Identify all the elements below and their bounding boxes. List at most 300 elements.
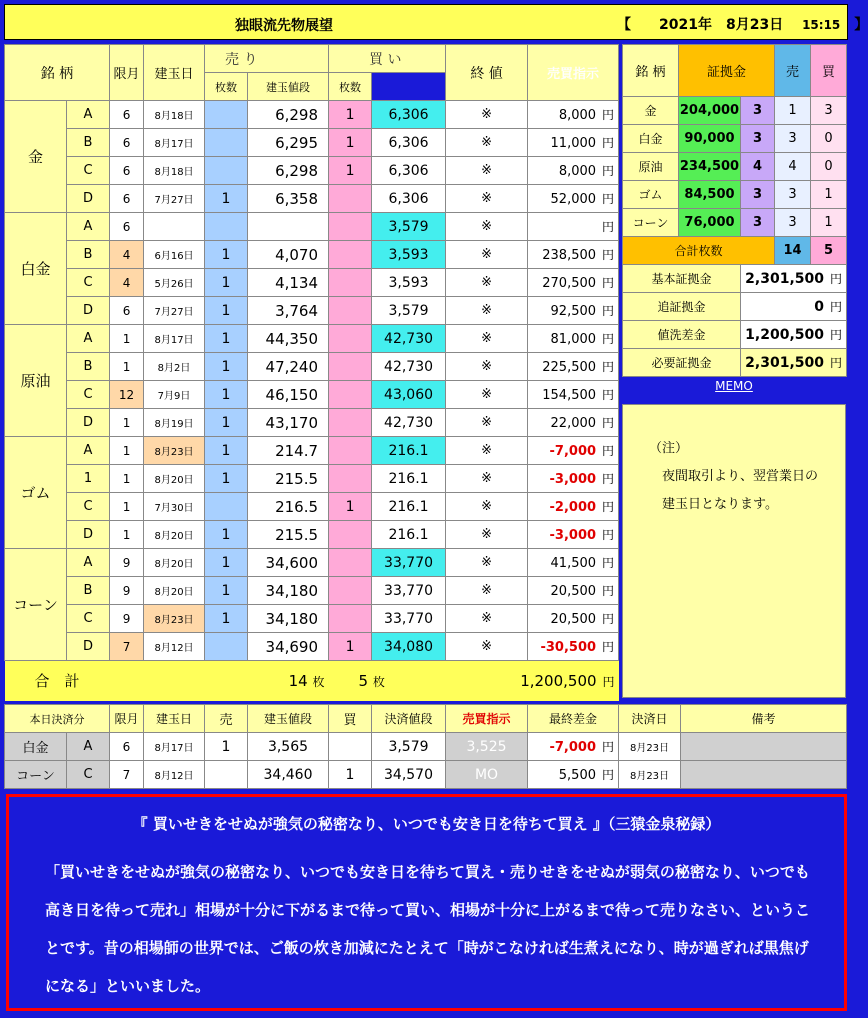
buy-qty xyxy=(329,353,372,381)
contract-month: 9 xyxy=(110,605,144,633)
position-row xyxy=(5,129,619,157)
buy-qty: 1 xyxy=(329,129,372,157)
summary-yen: 円 xyxy=(830,328,843,342)
contract-code: D xyxy=(67,297,110,325)
sell-qty: 1 xyxy=(205,185,248,213)
settle-col-note: 備考 xyxy=(681,705,847,733)
contract-month: 4 xyxy=(110,241,144,269)
settle-month: 7 xyxy=(110,761,144,789)
order-cell[interactable]: ※ xyxy=(446,269,528,297)
header-bar xyxy=(4,4,868,40)
contract-code: B xyxy=(67,241,110,269)
total-spacer xyxy=(110,661,248,701)
margin-row xyxy=(623,153,847,181)
settle-brand: 白金 xyxy=(5,733,67,761)
sell-qty xyxy=(205,129,248,157)
settle-sell xyxy=(205,761,248,789)
diff-value: 238,500 xyxy=(542,248,597,263)
summary-value-cell xyxy=(741,265,847,293)
yen-unit: 円 xyxy=(602,584,615,598)
group-name: ゴム xyxy=(5,437,67,549)
group-name: コーン xyxy=(5,549,67,661)
buy-qty xyxy=(329,409,372,437)
diff-cell xyxy=(528,465,619,493)
contract-code: D xyxy=(67,409,110,437)
close-price: 33,770 xyxy=(372,549,446,577)
margin-table xyxy=(622,44,847,377)
close-price: 33,770 xyxy=(372,577,446,605)
open-price xyxy=(248,213,329,241)
yen-unit: 円 xyxy=(602,640,615,654)
diff-cell xyxy=(528,409,619,437)
summary-yen: 円 xyxy=(830,272,843,286)
open-price: 6,298 xyxy=(248,101,329,129)
sell-qty: 1 xyxy=(205,605,248,633)
buy-qty: 1 xyxy=(329,157,372,185)
position-row xyxy=(5,605,619,633)
margin-sell: 3 xyxy=(775,209,811,237)
margin-sell: 3 xyxy=(775,181,811,209)
buy-qty: 1 xyxy=(329,633,372,661)
position-row xyxy=(5,101,619,129)
summary-value: 0 xyxy=(814,299,824,315)
total-diff-value: 1,200,500 xyxy=(520,671,597,690)
close-price: 42,730 xyxy=(372,353,446,381)
order-cell[interactable]: ※ xyxy=(446,493,528,521)
margin-row xyxy=(623,181,847,209)
margin-buy: 0 xyxy=(811,125,847,153)
position-row xyxy=(5,213,619,241)
header-datetime: 【 2021年 8月23日 15:15 】 xyxy=(617,17,868,33)
yen-unit: 円 xyxy=(602,220,615,234)
margin-brand: ゴム xyxy=(623,181,679,209)
diff-value: 8,000 xyxy=(558,108,597,123)
diff-cell xyxy=(528,605,619,633)
yen-unit: 円 xyxy=(602,416,615,430)
diff-value: 22,000 xyxy=(550,416,597,431)
position-row xyxy=(5,185,619,213)
sell-qty: 1 xyxy=(205,521,248,549)
margin-summary-row xyxy=(623,293,847,321)
order-cell[interactable]: ※ xyxy=(446,465,528,493)
diff-value: 52,000 xyxy=(550,192,597,207)
contract-month: 6 xyxy=(110,297,144,325)
open-price: 214.7 xyxy=(248,437,329,465)
order-cell[interactable]: ※ xyxy=(446,297,528,325)
close-price: 216.1 xyxy=(372,465,446,493)
diff-cell xyxy=(528,213,619,241)
total-sell-qty: 14 xyxy=(288,671,308,690)
group-name: 白金 xyxy=(5,213,67,325)
summary-yen: 円 xyxy=(830,356,843,370)
open-price: 216.5 xyxy=(248,493,329,521)
settle-brand: コーン xyxy=(5,761,67,789)
open-date: 8月23日 xyxy=(144,605,205,633)
open-price: 34,690 xyxy=(248,633,329,661)
open-date xyxy=(144,213,205,241)
settle-yen: 円 xyxy=(601,768,614,782)
buy-qty xyxy=(329,185,372,213)
col-open-date: 建玉日 xyxy=(144,45,205,101)
close-price: 6,306 xyxy=(372,129,446,157)
quote-body: 「買いせきをせぬが強気の秘密なり、いつでも安き日を待ちて買え・売りせきをせぬが弱気の秘密なり、いつでも高き日を待って売れ」相場が十分に下がるまで待って買い、相場が十分に上がるまで待って売りなさい、ということです。昔の相場師の世界では、ご飯の炊き加減にたとえて「時がこなければ生煮えになり、時が過ぎれば黒焦げになる」といいました。 xyxy=(45,863,811,995)
buy-qty xyxy=(329,213,372,241)
close-price: 3,579 xyxy=(372,213,446,241)
close-price: 3,579 xyxy=(372,297,446,325)
position-row xyxy=(5,297,619,325)
diff-cell xyxy=(528,633,619,661)
open-price: 3,764 xyxy=(248,297,329,325)
page-title: 独眼流先物展望 xyxy=(235,18,333,34)
margin-brand: 金 xyxy=(623,97,679,125)
summary-value: 2,301,500 xyxy=(745,271,824,287)
close-price: 6,306 xyxy=(372,185,446,213)
order-cell[interactable]: ※ xyxy=(446,605,528,633)
close-price: 216.1 xyxy=(372,521,446,549)
position-row xyxy=(5,381,619,409)
positions-table xyxy=(4,44,619,701)
settle-open-price: 3,565 xyxy=(248,733,329,761)
yen-unit: 円 xyxy=(602,472,615,486)
diff-value: -3,000 xyxy=(549,528,597,543)
settle-order[interactable]: MO xyxy=(446,761,528,789)
open-price: 47,240 xyxy=(248,353,329,381)
order-cell[interactable]: ※ xyxy=(446,157,528,185)
sell-qty xyxy=(205,493,248,521)
close-price: 6,306 xyxy=(372,157,446,185)
diff-cell xyxy=(528,101,619,129)
diff-value: 11,000 xyxy=(550,136,597,151)
settle-diff-cell xyxy=(528,733,619,761)
settle-open-price: 34,460 xyxy=(248,761,329,789)
margin-sell: 4 xyxy=(775,153,811,181)
total-buy xyxy=(329,661,446,701)
yen-unit: 円 xyxy=(602,612,615,626)
position-row xyxy=(5,521,619,549)
contract-month: 1 xyxy=(110,353,144,381)
margin-buy: 1 xyxy=(811,209,847,237)
buy-qty xyxy=(329,465,372,493)
contract-code: A xyxy=(67,213,110,241)
open-price: 6,358 xyxy=(248,185,329,213)
position-row xyxy=(5,409,619,437)
order-cell[interactable]: ※ xyxy=(446,521,528,549)
open-price: 215.5 xyxy=(248,521,329,549)
open-price: 4,070 xyxy=(248,241,329,269)
total-diff xyxy=(446,661,619,701)
order-cell[interactable]: ※ xyxy=(446,101,528,129)
settle-col-month: 限月 xyxy=(110,705,144,733)
settle-date: 8月12日 xyxy=(144,761,205,789)
contract-month: 12 xyxy=(110,381,144,409)
margin-amount: 76,000 xyxy=(679,209,741,237)
buy-qty xyxy=(329,577,372,605)
position-row xyxy=(5,549,619,577)
buy-qty xyxy=(329,605,372,633)
contract-month: 6 xyxy=(110,101,144,129)
position-row xyxy=(5,465,619,493)
settle-close-date: 8月23日 xyxy=(619,761,681,789)
sell-qty: 1 xyxy=(205,269,248,297)
margin-row xyxy=(623,125,847,153)
diff-cell xyxy=(528,437,619,465)
diff-value: 225,500 xyxy=(542,360,597,375)
contract-code: A xyxy=(67,101,110,129)
sell-qty: 1 xyxy=(205,577,248,605)
yen-unit: 円 xyxy=(602,388,615,402)
margin-amount: 84,500 xyxy=(679,181,741,209)
contract-code: C xyxy=(67,381,110,409)
diff-cell xyxy=(528,353,619,381)
yen-unit: 円 xyxy=(602,528,615,542)
diff-cell xyxy=(528,577,619,605)
yen-unit: 円 xyxy=(602,164,615,178)
close-price: 3,593 xyxy=(372,241,446,269)
yen-unit: 円 xyxy=(602,192,615,206)
open-date: 5月26日 xyxy=(144,269,205,297)
open-date: 8月20日 xyxy=(144,521,205,549)
close-price: 3,593 xyxy=(372,269,446,297)
settle-price: 34,570 xyxy=(372,761,446,789)
buy-qty xyxy=(329,549,372,577)
summary-label: 値洗差金 xyxy=(623,321,741,349)
diff-cell xyxy=(528,297,619,325)
open-price: 4,134 xyxy=(248,269,329,297)
memo-line-1: （注） xyxy=(649,441,689,456)
position-row xyxy=(5,157,619,185)
order-cell[interactable]: ※ xyxy=(446,185,528,213)
order-cell[interactable]: ※ xyxy=(446,129,528,157)
settle-note xyxy=(681,733,847,761)
open-date: 8月17日 xyxy=(144,325,205,353)
open-date: 8月17日 xyxy=(144,129,205,157)
diff-value: 8,000 xyxy=(558,164,597,179)
diff-value: 154,500 xyxy=(542,388,597,403)
margin-col-buy: 買 xyxy=(811,45,847,97)
col-sell-qty: 枚数 xyxy=(205,73,248,101)
buy-qty xyxy=(329,381,372,409)
col-close: 終 値 xyxy=(446,45,528,101)
total-row xyxy=(5,661,619,701)
order-cell[interactable]: ※ xyxy=(446,437,528,465)
contract-code: D xyxy=(67,633,110,661)
contract-code: B xyxy=(67,577,110,605)
summary-value-cell xyxy=(741,321,847,349)
yen-unit: 円 xyxy=(602,108,615,122)
open-date: 8月20日 xyxy=(144,549,205,577)
yen-unit: 円 xyxy=(602,248,615,262)
summary-value-cell xyxy=(741,349,847,377)
position-row xyxy=(5,437,619,465)
diff-value: 81,000 xyxy=(550,332,597,347)
memo-box xyxy=(622,404,846,698)
position-row xyxy=(5,325,619,353)
contract-month: 1 xyxy=(110,437,144,465)
order-cell[interactable]: ※ xyxy=(446,577,528,605)
yen-unit: 円 xyxy=(602,276,615,290)
contract-month: 1 xyxy=(110,521,144,549)
contract-code: D xyxy=(67,521,110,549)
memo-line-2: 夜間取引より、翌営業日の xyxy=(649,469,819,484)
close-price: 216.1 xyxy=(372,493,446,521)
open-date: 8月18日 xyxy=(144,157,205,185)
contract-code: C xyxy=(67,269,110,297)
order-cell[interactable]: ※ xyxy=(446,241,528,269)
margin-buy: 3 xyxy=(811,97,847,125)
total-buy-unit: 枚 xyxy=(372,674,385,689)
margin-row xyxy=(623,97,847,125)
yen-unit: 円 xyxy=(602,136,615,150)
open-price: 43,170 xyxy=(248,409,329,437)
diff-value: -3,000 xyxy=(549,472,597,487)
quote-title: 『 買いせきをせぬが強気の秘密なり、いつでも安き日を待ちて買え 』（三猿金泉秘録） xyxy=(132,815,721,833)
open-price: 6,295 xyxy=(248,129,329,157)
diff-value: 20,500 xyxy=(550,612,597,627)
diff-cell xyxy=(528,549,619,577)
settle-col-order: 売買指示 xyxy=(446,705,528,733)
diff-value: 92,500 xyxy=(550,304,597,319)
close-price: 43,060 xyxy=(372,381,446,409)
settle-month: 6 xyxy=(110,733,144,761)
contract-month: 9 xyxy=(110,577,144,605)
margin-total-sell: 14 xyxy=(775,237,811,265)
settle-note xyxy=(681,761,847,789)
contract-code: C xyxy=(67,605,110,633)
sell-qty: 1 xyxy=(205,437,248,465)
position-row xyxy=(5,577,619,605)
open-date: 8月20日 xyxy=(144,577,205,605)
settle-sell: 1 xyxy=(205,733,248,761)
order-cell[interactable]: ※ xyxy=(446,633,528,661)
contract-month: 9 xyxy=(110,549,144,577)
sell-qty xyxy=(205,633,248,661)
position-row xyxy=(5,353,619,381)
order-cell[interactable]: ※ xyxy=(446,549,528,577)
sell-qty xyxy=(205,213,248,241)
settle-row xyxy=(5,733,847,761)
open-date: 8月18日 xyxy=(144,101,205,129)
yen-unit: 円 xyxy=(602,444,615,458)
open-price: 6,298 xyxy=(248,157,329,185)
margin-row xyxy=(623,209,847,237)
settlement-table xyxy=(4,704,847,789)
open-price: 34,180 xyxy=(248,605,329,633)
margin-buy: 0 xyxy=(811,153,847,181)
diff-cell xyxy=(528,325,619,353)
contract-month: 7 xyxy=(110,633,144,661)
position-row xyxy=(5,633,619,661)
summary-label: 追証拠金 xyxy=(623,293,741,321)
diff-cell xyxy=(528,129,619,157)
open-price: 34,180 xyxy=(248,577,329,605)
diff-cell xyxy=(528,493,619,521)
sell-qty: 1 xyxy=(205,465,248,493)
open-price: 34,600 xyxy=(248,549,329,577)
close-price: 42,730 xyxy=(372,325,446,353)
contract-code: A xyxy=(67,437,110,465)
order-cell[interactable]: ※ xyxy=(446,213,528,241)
order-cell[interactable]: ※ xyxy=(446,381,528,409)
diff-value: 20,500 xyxy=(550,584,597,599)
margin-buy: 1 xyxy=(811,181,847,209)
contract-code: A xyxy=(67,549,110,577)
open-date: 7月30日 xyxy=(144,493,205,521)
settle-col-price: 建玉値段 xyxy=(248,705,329,733)
order-cell[interactable]: ※ xyxy=(446,409,528,437)
settle-row xyxy=(5,761,847,789)
yen-unit: 円 xyxy=(602,556,615,570)
sell-qty: 1 xyxy=(205,409,248,437)
settle-col-date: 建玉日 xyxy=(144,705,205,733)
total-label: 合 計 xyxy=(5,661,110,701)
settle-order[interactable]: 3,525 xyxy=(446,733,528,761)
margin-summary-row xyxy=(623,349,847,377)
open-date: 8月20日 xyxy=(144,465,205,493)
margin-total-row xyxy=(623,237,847,265)
contract-month: 1 xyxy=(110,465,144,493)
open-date: 6月16日 xyxy=(144,241,205,269)
contract-month: 1 xyxy=(110,409,144,437)
settle-price: 3,579 xyxy=(372,733,446,761)
col-month: 限月 xyxy=(110,45,144,101)
open-date: 7月27日 xyxy=(144,185,205,213)
close-price: 216.1 xyxy=(372,437,446,465)
open-date: 8月23日 xyxy=(144,437,205,465)
order-header: 売買指示 xyxy=(528,45,619,101)
margin-sell: 1 xyxy=(775,97,811,125)
sell-qty xyxy=(205,101,248,129)
total-sell xyxy=(248,661,329,701)
margin-sell: 3 xyxy=(775,125,811,153)
margin-units: 3 xyxy=(741,209,775,237)
buy-qty xyxy=(329,521,372,549)
diff-value: -2,000 xyxy=(549,500,597,515)
margin-total-buy: 5 xyxy=(811,237,847,265)
diff-cell xyxy=(528,185,619,213)
buy-qty: 1 xyxy=(329,101,372,129)
total-buy-qty: 5 xyxy=(358,671,369,690)
open-price: 44,350 xyxy=(248,325,329,353)
summary-value: 2,301,500 xyxy=(745,355,824,371)
settle-col-label: 本日決済分 xyxy=(5,705,110,733)
buy-qty: 1 xyxy=(329,493,372,521)
order-cell[interactable]: ※ xyxy=(446,353,528,381)
contract-month: 6 xyxy=(110,185,144,213)
settle-col-buy: 買 xyxy=(329,705,372,733)
open-date: 8月19日 xyxy=(144,409,205,437)
open-date: 7月9日 xyxy=(144,381,205,409)
contract-code: C xyxy=(67,157,110,185)
settle-close-date: 8月23日 xyxy=(619,733,681,761)
memo-title[interactable]: MEMO xyxy=(715,379,753,393)
sell-qty: 1 xyxy=(205,381,248,409)
settle-diff: 5,500 xyxy=(558,768,596,783)
contract-code: B xyxy=(67,129,110,157)
summary-value-cell xyxy=(741,293,847,321)
contract-month: 6 xyxy=(110,129,144,157)
contract-month: 4 xyxy=(110,269,144,297)
open-price: 215.5 xyxy=(248,465,329,493)
quote-box xyxy=(6,794,847,1011)
margin-col-brand: 銘 柄 xyxy=(623,45,679,97)
order-cell[interactable]: ※ xyxy=(446,325,528,353)
contract-month: 1 xyxy=(110,325,144,353)
buy-qty xyxy=(329,437,372,465)
diff-cell xyxy=(528,157,619,185)
yen-unit: 円 xyxy=(602,500,615,514)
buy-qty xyxy=(329,241,372,269)
group-name: 金 xyxy=(5,101,67,213)
